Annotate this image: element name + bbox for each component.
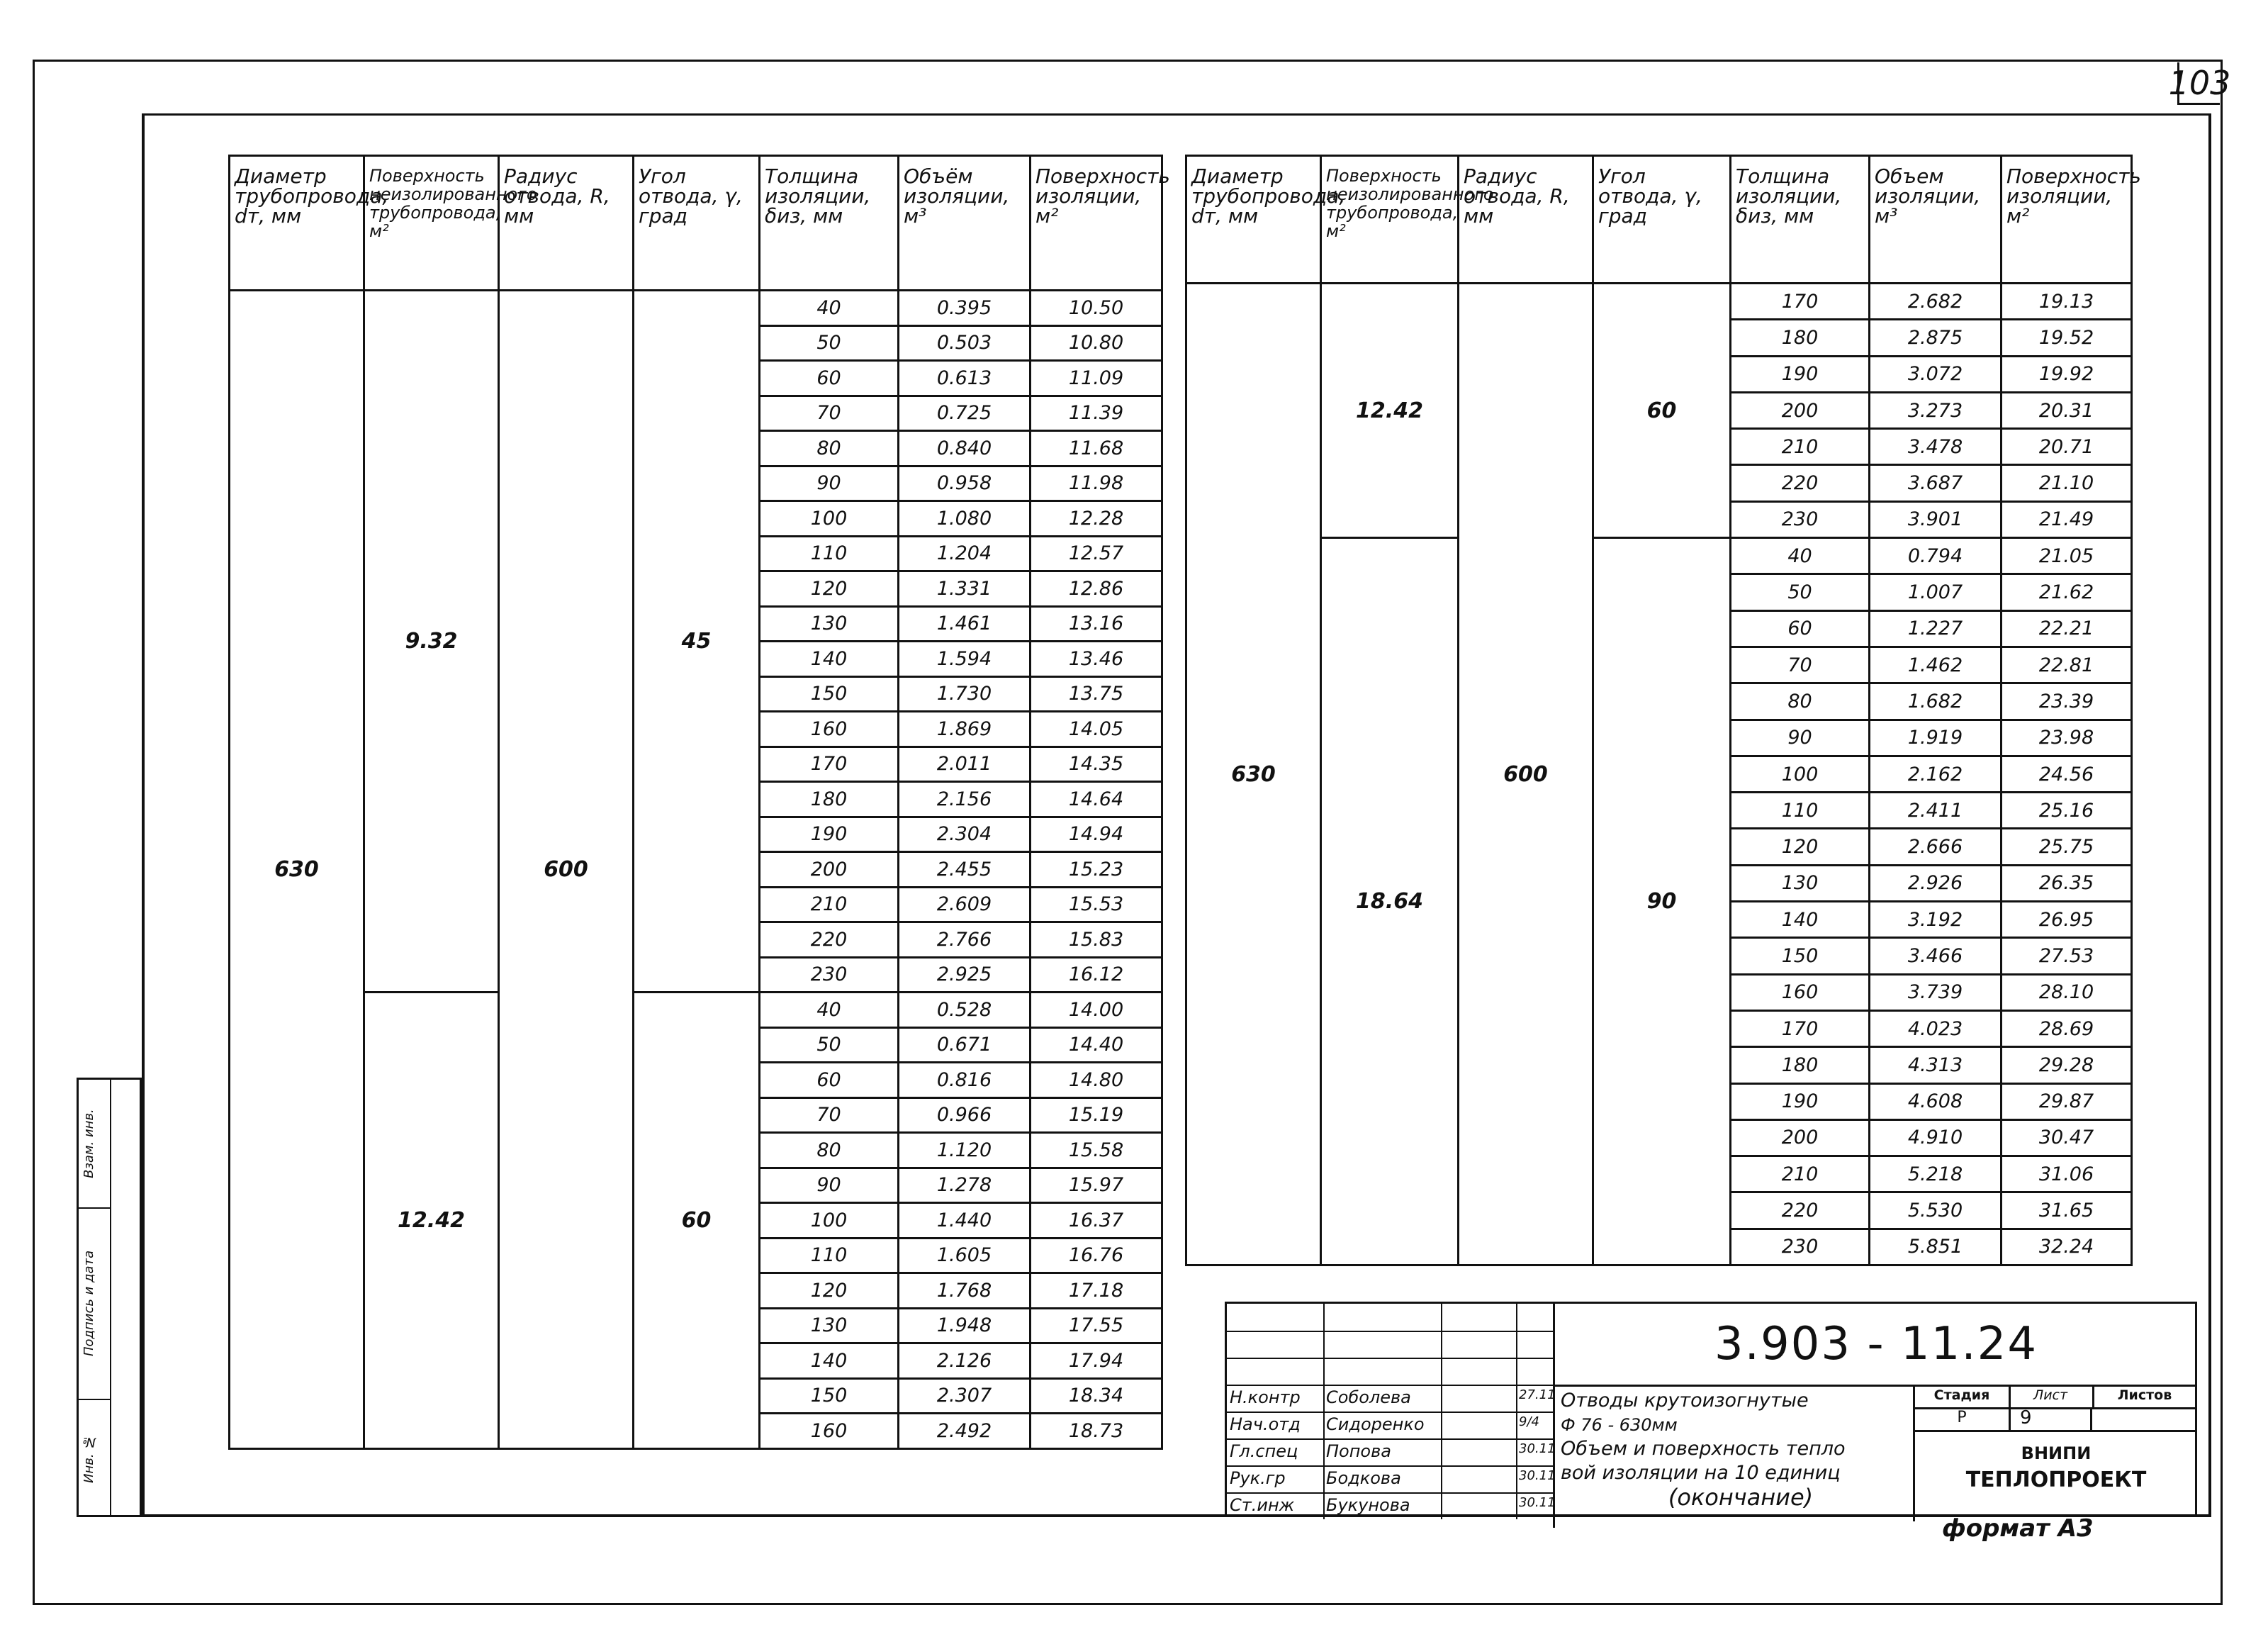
surface-ins-cell: 10.80	[1031, 325, 1162, 361]
thickness-cell: 50	[760, 1027, 899, 1063]
signer-date: 30.11	[1519, 1495, 1556, 1510]
volume-cell: 4.608	[1870, 1083, 2002, 1119]
surface-ins-cell: 17.55	[1031, 1308, 1162, 1343]
thickness-cell: 60	[760, 1063, 899, 1098]
volume-cell: 1.461	[899, 606, 1031, 642]
surface-ins-cell: 19.13	[2002, 284, 2132, 320]
signer-role: Ст.инж	[1230, 1495, 1295, 1515]
volume-cell: 1.007	[1870, 574, 2002, 610]
volume-cell: 1.605	[899, 1238, 1031, 1273]
signer-date: 30.11	[1519, 1441, 1556, 1456]
volume-cell: 2.925	[899, 957, 1031, 993]
thickness-cell: 70	[760, 396, 899, 431]
thickness-cell: 230	[1731, 501, 1870, 537]
volume-cell: 2.455	[899, 852, 1031, 888]
surface-ins-cell: 16.12	[1031, 957, 1162, 993]
surface-bare-cell: 18.64	[1321, 538, 1459, 1265]
volume-cell: 4.023	[1870, 1010, 2002, 1046]
surface-ins-cell: 29.87	[2002, 1083, 2132, 1119]
diameter-cell: 630	[1186, 284, 1321, 1265]
surface-ins-cell: 31.06	[2002, 1156, 2132, 1192]
signer-role: Рук.гр	[1230, 1468, 1286, 1488]
volume-cell: 1.331	[899, 571, 1031, 607]
thickness-cell: 120	[1731, 829, 1870, 865]
volume-cell: 5.218	[1870, 1156, 2002, 1192]
volume-cell: 0.816	[899, 1063, 1031, 1098]
volume-cell: 0.725	[899, 396, 1031, 431]
radius-cell: 600	[1459, 284, 1593, 1265]
volume-cell: 1.120	[899, 1133, 1031, 1168]
title-line: Отводы крутоизогнутые	[1561, 1390, 1809, 1412]
thickness-cell: 70	[1731, 647, 1870, 683]
thickness-cell: 200	[760, 852, 899, 888]
volume-cell: 1.440	[899, 1203, 1031, 1239]
volume-cell: 4.910	[1870, 1119, 2002, 1156]
surface-ins-cell: 23.39	[2002, 683, 2132, 720]
volume-cell: 1.462	[1870, 647, 2002, 683]
stage-value: Р	[1915, 1407, 2011, 1430]
volume-cell: 1.768	[899, 1273, 1031, 1309]
surface-ins-cell: 14.05	[1031, 712, 1162, 747]
surface-ins-cell: 31.65	[2002, 1192, 2132, 1229]
surface-ins-cell: 11.68	[1031, 431, 1162, 466]
surface-ins-cell: 12.28	[1031, 501, 1162, 537]
thickness-cell: 110	[760, 536, 899, 571]
volume-cell: 0.528	[899, 993, 1031, 1028]
thickness-cell: 190	[1731, 356, 1870, 392]
thickness-cell: 100	[760, 1203, 899, 1239]
signer-role: Гл.спец	[1230, 1441, 1298, 1461]
volume-cell: 2.126	[899, 1343, 1031, 1379]
thickness-cell: 180	[1731, 320, 1870, 356]
surface-ins-cell: 21.49	[2002, 501, 2132, 537]
header-thickness: Толщина изоляции, δиз, мм	[760, 156, 899, 291]
surface-ins-cell: 14.64	[1031, 782, 1162, 817]
thickness-cell: 50	[760, 325, 899, 361]
surface-ins-cell: 26.95	[2002, 902, 2132, 938]
signer-date: 27.11	[1519, 1387, 1556, 1402]
title-line: (окончание)	[1668, 1484, 1814, 1511]
volume-cell: 1.227	[1870, 610, 2002, 647]
thickness-cell: 150	[1731, 938, 1870, 974]
thickness-cell: 130	[760, 606, 899, 642]
surface-ins-cell: 21.05	[2002, 538, 2132, 574]
thickness-cell: 140	[760, 1343, 899, 1379]
surface-ins-cell: 18.34	[1031, 1378, 1162, 1414]
radius-cell: 600	[499, 291, 634, 1449]
volume-cell: 0.671	[899, 1027, 1031, 1063]
volume-cell: 1.730	[899, 676, 1031, 712]
thickness-cell: 200	[1731, 1119, 1870, 1156]
thickness-cell: 140	[760, 642, 899, 677]
org-line2: ТЕПЛОПРОЕКТ	[1965, 1468, 2147, 1492]
volume-cell: 0.966	[899, 1097, 1031, 1133]
volume-cell: 2.011	[899, 747, 1031, 782]
signer-name: Сидоренко	[1326, 1414, 1425, 1434]
surface-ins-cell: 30.47	[2002, 1119, 2132, 1156]
thickness-cell: 80	[760, 431, 899, 466]
surface-ins-cell: 19.92	[2002, 356, 2132, 392]
thickness-cell: 130	[1731, 865, 1870, 901]
surface-ins-cell: 14.00	[1031, 993, 1162, 1028]
thickness-cell: 60	[760, 361, 899, 396]
thickness-cell: 40	[1731, 538, 1870, 574]
thickness-cell: 140	[1731, 902, 1870, 938]
thickness-cell: 180	[1731, 1047, 1870, 1083]
signer-date: 9/4	[1519, 1414, 1539, 1429]
side-label-replace: Взам. инв.	[82, 1109, 96, 1178]
volume-cell: 5.851	[1870, 1229, 2002, 1265]
thickness-cell: 170	[1731, 284, 1870, 320]
thickness-cell: 210	[1731, 1156, 1870, 1192]
format-label: формат А3	[1942, 1514, 2094, 1543]
surface-ins-cell: 24.56	[2002, 756, 2132, 792]
volume-cell: 0.503	[899, 325, 1031, 361]
volume-cell: 2.307	[899, 1378, 1031, 1414]
surface-ins-cell: 17.94	[1031, 1343, 1162, 1379]
volume-cell: 0.613	[899, 361, 1031, 396]
volume-cell: 1.278	[899, 1168, 1031, 1203]
header-diameter: Диаметр трубопровода, dт, мм	[1186, 156, 1321, 284]
surface-ins-cell: 15.53	[1031, 887, 1162, 922]
volume-cell: 2.304	[899, 817, 1031, 852]
volume-cell: 2.162	[1870, 756, 2002, 792]
angle-cell: 45	[634, 291, 760, 993]
surface-ins-cell: 18.73	[1031, 1414, 1162, 1449]
thickness-cell: 220	[1731, 1192, 1870, 1229]
document-code: 3.903 - 11.24	[1553, 1304, 2197, 1387]
surface-ins-cell: 21.10	[2002, 465, 2132, 501]
thickness-cell: 190	[1731, 1083, 1870, 1119]
sheet-label: Лист	[2009, 1385, 2094, 1409]
surface-ins-cell: 15.19	[1031, 1097, 1162, 1133]
table-row	[1186, 538, 2132, 574]
table-row	[230, 291, 1162, 326]
thickness-cell: 120	[760, 571, 899, 607]
thickness-cell: 150	[760, 1378, 899, 1414]
thickness-cell: 180	[760, 782, 899, 817]
volume-cell: 1.594	[899, 642, 1031, 677]
title-block	[1225, 1302, 2197, 1517]
surface-ins-cell: 10.50	[1031, 291, 1162, 326]
document-title	[1553, 1385, 1926, 1528]
thickness-cell: 80	[1731, 683, 1870, 720]
surface-ins-cell: 22.81	[2002, 647, 2132, 683]
thickness-cell: 220	[1731, 465, 1870, 501]
volume-cell: 5.530	[1870, 1192, 2002, 1229]
surface-ins-cell: 13.75	[1031, 676, 1162, 712]
surface-ins-cell: 32.24	[2002, 1229, 2132, 1265]
surface-ins-cell: 20.71	[2002, 429, 2132, 465]
signer-name: Букунова	[1326, 1495, 1410, 1515]
org-line1: ВНИПИ	[2021, 1443, 2092, 1463]
thickness-cell: 100	[760, 501, 899, 537]
angle-cell: 90	[1593, 538, 1731, 1265]
header-radius: Радиус отвода, R, мм	[499, 156, 634, 291]
thickness-cell: 90	[1731, 720, 1870, 756]
surface-ins-cell: 12.86	[1031, 571, 1162, 607]
surface-ins-cell: 13.16	[1031, 606, 1162, 642]
signer-role: Н.контр	[1230, 1387, 1301, 1407]
volume-cell: 2.492	[899, 1414, 1031, 1449]
surface-ins-cell: 16.76	[1031, 1238, 1162, 1273]
surface-ins-cell: 11.39	[1031, 396, 1162, 431]
volume-cell: 3.072	[1870, 356, 2002, 392]
surface-ins-cell: 16.37	[1031, 1203, 1162, 1239]
sheet-value: 9	[2009, 1407, 2092, 1430]
surface-bare-cell: 12.42	[364, 993, 499, 1449]
surface-bare-cell: 12.42	[1321, 284, 1459, 538]
angle-cell: 60	[1593, 284, 1731, 538]
thickness-cell: 160	[1731, 974, 1870, 1010]
volume-cell: 3.273	[1870, 392, 2002, 428]
surface-ins-cell: 26.35	[2002, 865, 2132, 901]
side-label-inv: Инв. №	[82, 1434, 96, 1484]
header-surface-bare: Поверхность неизолированного трубопровода, м²	[364, 156, 499, 291]
thickness-cell: 100	[1731, 756, 1870, 792]
thickness-cell: 170	[1731, 1010, 1870, 1046]
surface-ins-cell: 13.46	[1031, 642, 1162, 677]
thickness-cell: 220	[760, 922, 899, 958]
thickness-cell: 150	[760, 676, 899, 712]
thickness-cell: 160	[760, 712, 899, 747]
volume-cell: 3.466	[1870, 938, 2002, 974]
volume-cell: 3.192	[1870, 902, 2002, 938]
surface-ins-cell: 15.83	[1031, 922, 1162, 958]
thickness-cell: 190	[760, 817, 899, 852]
thickness-cell: 210	[760, 887, 899, 922]
sheets-label: Листов	[2092, 1385, 2197, 1409]
angle-cell: 60	[634, 993, 760, 1449]
thickness-cell: 60	[1731, 610, 1870, 647]
right-data-table	[1185, 155, 2141, 1266]
surface-ins-cell: 27.53	[2002, 938, 2132, 974]
signer-name: Соболева	[1326, 1387, 1411, 1407]
volume-cell: 0.958	[899, 466, 1031, 501]
volume-cell: 2.926	[1870, 865, 2002, 901]
surface-ins-cell: 14.40	[1031, 1027, 1162, 1063]
diameter-cell: 630	[230, 291, 364, 1449]
volume-cell: 2.156	[899, 782, 1031, 817]
surface-bare-cell: 9.32	[364, 291, 499, 993]
header-angle: Угол отвода, γ, град	[634, 156, 760, 291]
surface-ins-cell: 15.23	[1031, 852, 1162, 888]
header-thickness: Толщина изоляции, δиз, мм	[1731, 156, 1870, 284]
surface-ins-cell: 25.75	[2002, 829, 2132, 865]
volume-cell: 1.919	[1870, 720, 2002, 756]
thickness-cell: 90	[760, 1168, 899, 1203]
header-volume: Объём изоляции, м³	[899, 156, 1031, 291]
header-angle: Угол отвода, γ, град	[1593, 156, 1731, 284]
volume-cell: 3.687	[1870, 465, 2002, 501]
surface-ins-cell: 11.98	[1031, 466, 1162, 501]
header-radius: Радиус отвода, R, мм	[1459, 156, 1593, 284]
header-surface-ins: Поверхность изоляции, м²	[1031, 156, 1162, 291]
signer-date: 30.11	[1519, 1468, 1556, 1483]
surface-ins-cell: 11.09	[1031, 361, 1162, 396]
surface-ins-cell: 28.69	[2002, 1010, 2132, 1046]
volume-cell: 1.869	[899, 712, 1031, 747]
surface-ins-cell: 14.94	[1031, 817, 1162, 852]
volume-cell: 2.411	[1870, 793, 2002, 829]
thickness-cell: 230	[1731, 1229, 1870, 1265]
surface-ins-cell: 20.31	[2002, 392, 2132, 428]
surface-ins-cell: 21.62	[2002, 574, 2132, 610]
volume-cell: 3.478	[1870, 429, 2002, 465]
thickness-cell: 210	[1731, 429, 1870, 465]
thickness-cell: 230	[760, 957, 899, 993]
surface-ins-cell: 14.80	[1031, 1063, 1162, 1098]
volume-cell: 2.682	[1870, 284, 2002, 320]
thickness-cell: 130	[760, 1308, 899, 1343]
surface-ins-cell: 29.28	[2002, 1047, 2132, 1083]
thickness-cell: 170	[760, 747, 899, 782]
volume-cell: 1.204	[899, 536, 1031, 571]
volume-cell: 2.875	[1870, 320, 2002, 356]
header-surface-ins: Поверхность изоляции, м²	[2002, 156, 2132, 284]
thickness-cell: 40	[760, 993, 899, 1028]
thickness-cell: 90	[760, 466, 899, 501]
volume-cell: 0.395	[899, 291, 1031, 326]
surface-ins-cell: 15.97	[1031, 1168, 1162, 1203]
side-label-sign: Подпись и дата	[82, 1250, 96, 1356]
thickness-cell: 40	[760, 291, 899, 326]
surface-ins-cell: 19.52	[2002, 320, 2132, 356]
left-data-table	[228, 155, 1170, 1450]
volume-cell: 1.682	[1870, 683, 2002, 720]
header-diameter: Диаметр трубопровода, dт, мм	[230, 156, 364, 291]
signer-name: Попова	[1326, 1441, 1391, 1461]
title-line: вой изоляции на 10 единиц	[1561, 1462, 1841, 1484]
thickness-cell: 70	[760, 1097, 899, 1133]
signer-role: Нач.отд	[1230, 1414, 1301, 1434]
volume-cell: 2.666	[1870, 829, 2002, 865]
volume-cell: 2.609	[899, 887, 1031, 922]
thickness-cell: 200	[1731, 392, 1870, 428]
surface-ins-cell: 22.21	[2002, 610, 2132, 647]
thickness-cell: 160	[760, 1414, 899, 1449]
surface-ins-cell: 23.98	[2002, 720, 2132, 756]
surface-ins-cell: 15.58	[1031, 1133, 1162, 1168]
volume-cell: 3.901	[1870, 501, 2002, 537]
volume-cell: 0.840	[899, 431, 1031, 466]
volume-cell: 4.313	[1870, 1047, 2002, 1083]
volume-cell: 3.739	[1870, 974, 2002, 1010]
stage-label: Стадия	[1915, 1385, 2011, 1409]
surface-ins-cell: 28.10	[2002, 974, 2132, 1010]
header-volume: Объем изоляции, м³	[1870, 156, 2002, 284]
surface-ins-cell: 25.16	[2002, 793, 2132, 829]
thickness-cell: 80	[760, 1133, 899, 1168]
page-number: 103	[2177, 62, 2220, 105]
table-row	[1186, 284, 2132, 320]
side-strip	[77, 1078, 142, 1517]
thickness-cell: 110	[760, 1238, 899, 1273]
volume-cell: 0.794	[1870, 538, 2002, 574]
thickness-cell: 50	[1731, 574, 1870, 610]
thickness-cell: 110	[1731, 793, 1870, 829]
surface-ins-cell: 14.35	[1031, 747, 1162, 782]
title-line: Объем и поверхность тепло	[1561, 1438, 1846, 1460]
header-surface-bare: Поверхность неизолированного трубопровода, м²	[1321, 156, 1459, 284]
organization	[1913, 1430, 2197, 1521]
volume-cell: 1.948	[899, 1308, 1031, 1343]
volume-cell: 1.080	[899, 501, 1031, 537]
surface-ins-cell: 12.57	[1031, 536, 1162, 571]
volume-cell: 2.766	[899, 922, 1031, 958]
table-row	[230, 993, 1162, 1028]
thickness-cell: 120	[760, 1273, 899, 1309]
signer-name: Бодкова	[1326, 1468, 1401, 1488]
stage-sheet-box	[1913, 1385, 2197, 1430]
surface-ins-cell: 17.18	[1031, 1273, 1162, 1309]
title-line: Ф 76 - 630мм	[1561, 1415, 1678, 1435]
